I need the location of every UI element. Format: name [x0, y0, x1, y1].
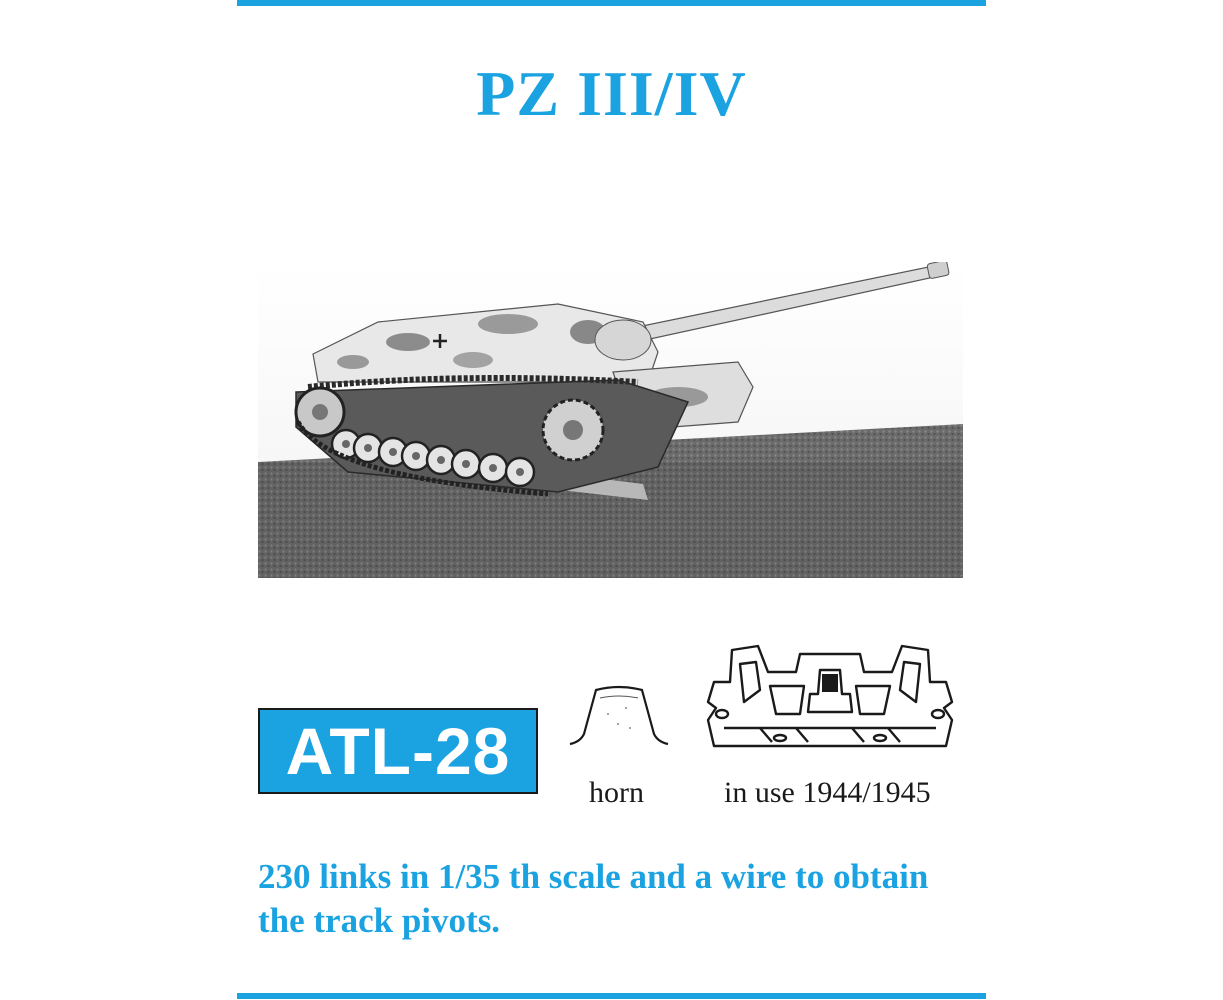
product-description: 230 links in 1/35 th scale and a wire to obtain the track pivots.	[258, 857, 929, 940]
page-title: PZ III/IV	[476, 58, 747, 129]
top-rule	[237, 0, 986, 6]
track-link-caption: in use 1944/1945	[724, 776, 931, 809]
track-link-icon	[700, 642, 960, 758]
horn-caption: horn	[589, 776, 644, 809]
bottom-rule	[237, 993, 986, 999]
product-code-badge: ATL-28	[258, 708, 538, 794]
track-horn-icon	[566, 684, 672, 750]
tank-photo	[258, 262, 963, 578]
